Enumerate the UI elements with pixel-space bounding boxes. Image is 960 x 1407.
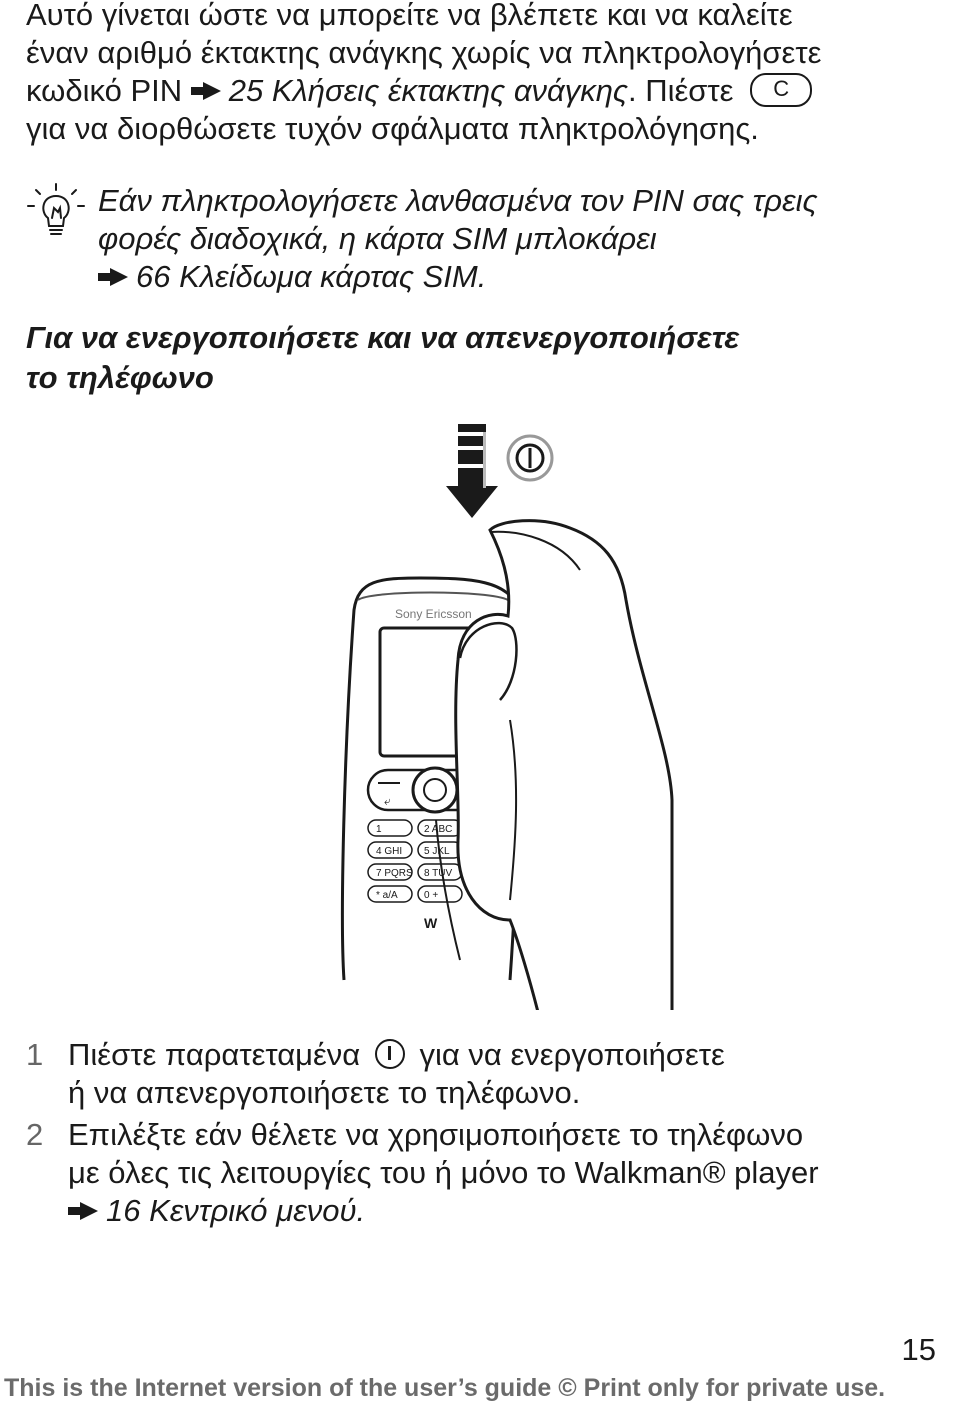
step-number: 1 xyxy=(26,1037,44,1072)
key-0: 0 + xyxy=(424,890,439,901)
intro-paragraph xyxy=(26,0,946,148)
tip-line-2: φορές διαδοχικά, η κάρτα SIM μπλοκάρει xyxy=(98,221,657,256)
reference-arrow-icon xyxy=(98,258,136,296)
key-5: 5 JKL xyxy=(424,846,450,857)
power-key-icon xyxy=(375,1039,405,1069)
step-1 xyxy=(26,1036,946,1112)
c-key-icon: C xyxy=(750,73,812,107)
emergency-calls-link[interactable]: 25 Κλήσεις έκτακτης ανάγκης xyxy=(228,73,628,108)
step-1-line-1-post: για να ενεργοποιήσετε xyxy=(419,1037,725,1072)
key-2: 2 ABC xyxy=(424,824,453,835)
intro-line-4: για να διορθώσετε τυχόν σφάλματα πληκτρολόγησης. xyxy=(26,111,759,146)
tip-note xyxy=(98,182,938,296)
step-2-line-2: με όλες τις λειτουργίες του ή μόνο το Walkman® player xyxy=(68,1155,819,1190)
key-7: 7 PQRS xyxy=(376,868,413,879)
heading-line-2: το τηλέφωνο xyxy=(26,360,214,395)
intro-line-3-pre: κωδικό PIN xyxy=(26,73,183,108)
intro-line-2: έναν αριθμό έκτακτης ανάγκης χωρίς να πληκτρολογήσετε xyxy=(26,35,822,70)
heading-line-1: Για να ενεργοποιήσετε και να απενεργοποιήσετε xyxy=(26,320,740,355)
key-1: 1 xyxy=(376,824,382,835)
key-4: 4 GHI xyxy=(376,846,403,857)
lightbulb-tip-icon xyxy=(26,182,88,244)
reference-arrow-icon xyxy=(68,1192,106,1230)
key-8: 8 TUV xyxy=(424,868,453,879)
tip-line-1: Εάν πληκτρολογήσετε λανθασμένα τον PIN σας τρεις xyxy=(98,183,818,218)
key-star: * a/A xyxy=(376,890,398,901)
intro-line-3-post: . Πιέστε xyxy=(627,73,734,108)
step-1-line-2: ή να απενεργοποιήσετε το τηλέφωνο. xyxy=(68,1075,581,1110)
step-number: 2 xyxy=(26,1117,44,1152)
sim-lock-link[interactable]: 66 Κλείδωμα κάρτας SIM. xyxy=(136,259,487,294)
section-heading xyxy=(26,318,946,398)
svg-text:⤶: ⤶ xyxy=(384,794,391,808)
main-menu-link[interactable]: 16 Κεντρικό μενού. xyxy=(106,1193,366,1228)
intro-line-3 xyxy=(26,72,946,110)
press-down-arrow-icon xyxy=(446,424,498,518)
phone-brand-label: Sony Ericsson xyxy=(395,607,472,621)
step-2-line-3 xyxy=(26,1192,946,1230)
reference-arrow-icon xyxy=(191,72,229,110)
tip-line-3 xyxy=(98,258,938,296)
intro-line-1: Αυτό γίνεται ώστε να μπορείτε να βλέπετε και να καλείτε xyxy=(26,0,793,32)
footer-notice: This is the Internet version of the user’s guide © Print only for private use. xyxy=(4,1374,886,1402)
phone-power-illustration xyxy=(340,420,680,1010)
step-2 xyxy=(26,1116,946,1230)
page-number: 15 xyxy=(901,1332,936,1367)
walkman-logo-icon: W xyxy=(424,915,438,931)
step-2-line-1: Επιλέξτε εάν θέλετε να χρησιμοποιήσετε το τηλέφωνο xyxy=(68,1117,804,1152)
power-button-icon xyxy=(508,436,552,480)
step-1-line-1-pre: Πιέστε παρατεταμένα xyxy=(68,1037,361,1072)
